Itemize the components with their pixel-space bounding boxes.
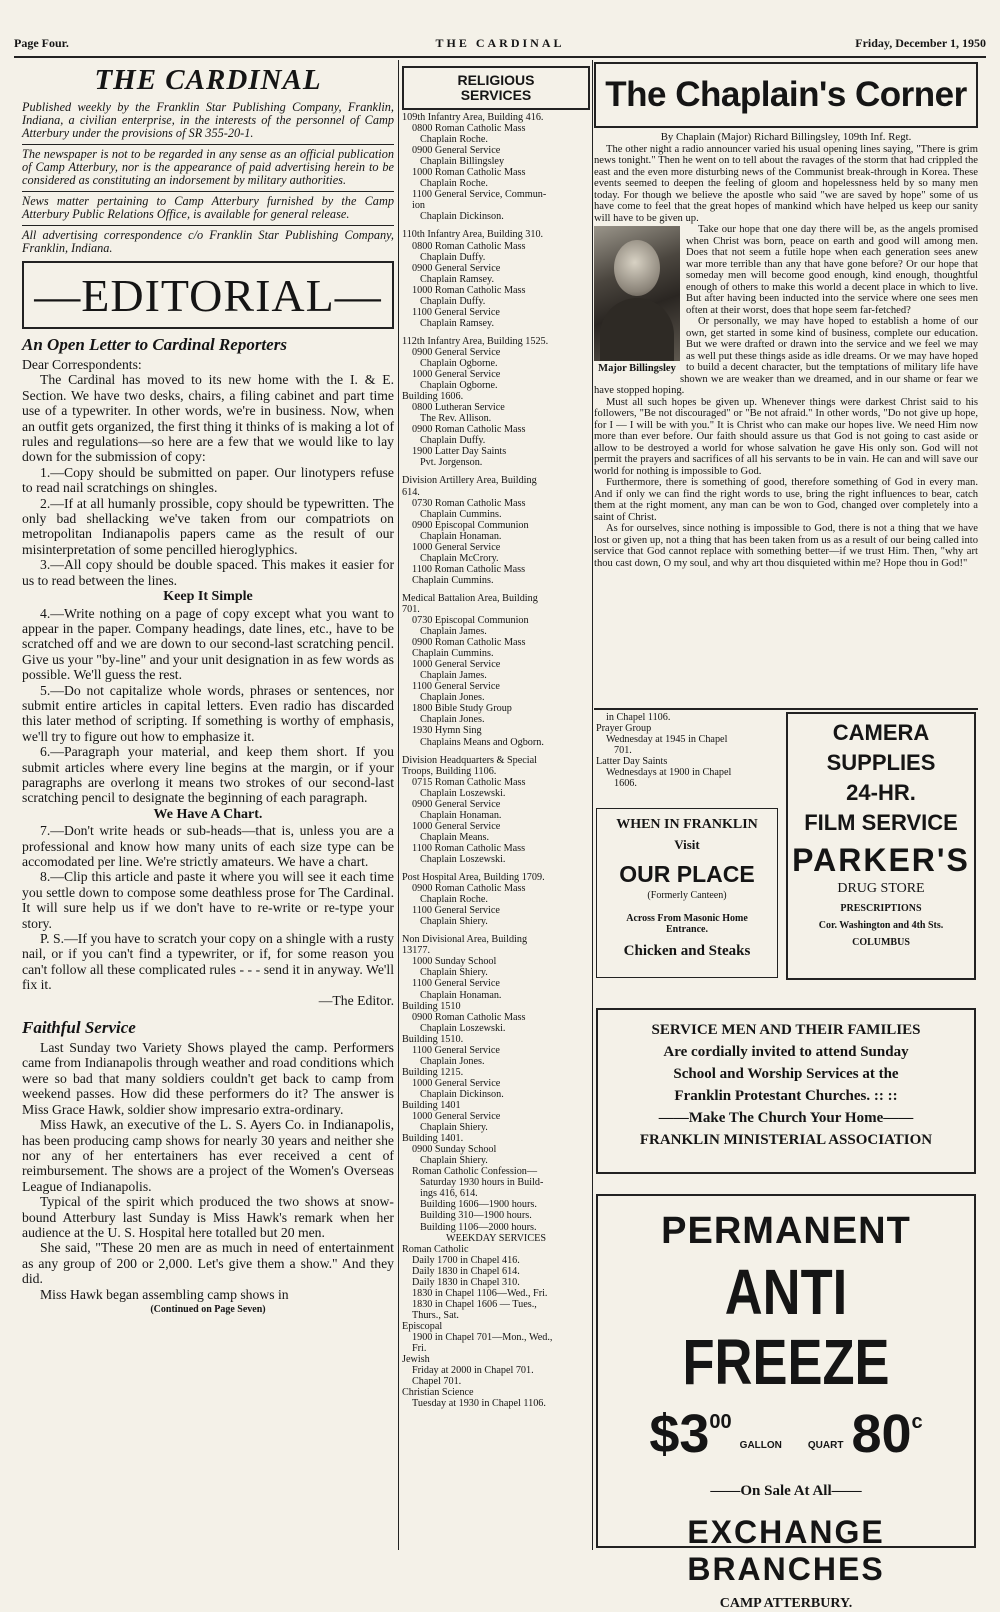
religious-line: 0900 General Service <box>412 346 501 358</box>
religious-line: Building 310—1900 hours. <box>420 1210 532 1222</box>
chaplain-photo <box>594 226 680 361</box>
spacer <box>402 468 590 475</box>
religious-heading: Jewish <box>402 1354 430 1366</box>
ad-line: Across From Masonic Home <box>626 913 748 924</box>
spacer <box>402 927 590 934</box>
column-divider-1 <box>398 60 399 1550</box>
religious-heading: Division Headquarters & Special <box>402 754 537 766</box>
religious-line: Building 1606—1900 hours. <box>420 1199 537 1211</box>
religious-line: 1100 General Service <box>412 978 500 990</box>
subheading: Keep It Simple <box>163 589 253 605</box>
masthead-notice-1: Published weekly by the Franklin Star Publishing Company, Franklin, Indiana, a civilian enterprise, in the interests of the personnel of Camp Atterbury under the provisions of SR 355-20-1. <box>22 100 394 140</box>
religious-heading: Building 1401 <box>402 1099 461 1111</box>
ad-line: WHEN IN FRANKLIN <box>616 817 758 832</box>
religious-line: ings 416, 614. <box>420 1188 478 1200</box>
religious-line: 0715 Roman Catholic Mass <box>412 776 526 788</box>
ad-line: Visit <box>674 837 700 852</box>
religious-line: Wednesday at 1945 in Chapel <box>606 734 728 746</box>
religious-heading: Non Divisional Area, Building <box>402 934 528 946</box>
paragraph: The Cardinal has moved to its new home with the I. & E. Section. We have two desks, chairs, a filing cabinet and part time use of a typewriter. In other words, we're in business. Now, when an outfit gets organized, the first thing it thinks of is making a lot of rules and regulations—so here are a few that we would like to lay down for the submission of copy: <box>22 372 394 465</box>
ad-line: CAMERA <box>832 720 930 745</box>
religious-line: Chaplain Jones. <box>420 692 485 704</box>
chaplain-title: The Chaplain's Corner <box>594 62 978 128</box>
spacer <box>402 586 590 593</box>
page-number: Page Four. <box>14 36 69 50</box>
religious-line: Thurs., Sat. <box>412 1309 459 1321</box>
religious-heading: 109th Infantry Area, Building 416. <box>402 112 544 123</box>
religious-line: Chaplain Roche. <box>420 894 488 906</box>
religious-line: Chaplain Means. <box>420 831 490 843</box>
ad-line: Franklin Protestant Churches. :: :: <box>674 1088 898 1104</box>
religious-line: Chapel 701. <box>412 1376 462 1388</box>
ad-line: OUR PLACE <box>619 861 755 887</box>
religious-line: 0900 Roman Catholic Mass <box>412 883 526 895</box>
paragraph: 5.—Do not capitalize whole words, phrases or sentences, nor submit entire articles in capital letters. Even radio has discarded this later method of scripting. If something is worthy of emphasis, we'll try to figure out how to emphasize it. <box>22 682 394 744</box>
religious-heading: Building 1510. <box>402 1033 464 1045</box>
religious-line: Chaplain James. <box>420 670 487 682</box>
religious-line: 1100 General Service <box>412 905 500 917</box>
religious-line: Roman Catholic Confession— <box>412 1166 538 1178</box>
religious-continued <box>596 712 780 789</box>
photo-caption: Major Billingsley <box>598 363 676 374</box>
religious-line: 0800 Roman Catholic Mass <box>412 240 526 252</box>
divider <box>22 191 394 192</box>
religious-line: 0900 Roman Catholic Mass <box>412 424 526 436</box>
ad-line: SUPPLIES <box>826 750 936 775</box>
religious-heading: Troops, Building 1106. <box>402 765 497 777</box>
religious-line: Chaplain Duffy. <box>420 435 486 447</box>
continued-note: (Continued on Page Seven) <box>150 1303 266 1315</box>
religious-line: 0900 Roman Catholic Mass <box>412 637 526 649</box>
ad-line: FILM SERVICE <box>804 810 958 835</box>
masthead-notice-3: News matter pertaining to Camp Atterbury furnished by the Camp Atterbury Public Relations Office, is available for general release. <box>22 194 394 221</box>
religious-line: Prayer Group <box>596 723 652 735</box>
ad-line: CAMP ATTERBURY. <box>719 1596 853 1611</box>
religious-line: 1900 in Chapel 701—Mon., Wed., <box>412 1331 553 1343</box>
religious-heading: Building 1606. <box>402 391 464 403</box>
paragraph: The other night a radio announcer varied his usual opening lines saying, "There is grim news tonight." Then he went on to tell about the ravages of the storm that had crippled the east and the even more disturbing news of the Communist break-through in Korea. These events seemed to deepen the feeling of gloom and hopelessness held by so many men today. For though we believe the apostle who said "we are saved by hope" some of us have come to feel that the great hopes of mankind which have helped us keep our sanity will have to be given up. <box>594 143 978 224</box>
religious-line: 0900 General Service <box>412 798 501 810</box>
issue-date: Friday, December 1, 1950 <box>855 36 986 50</box>
religious-line: 1100 General Service <box>412 306 500 318</box>
religious-line: 0900 Sunday School <box>412 1144 497 1156</box>
column-divider-2 <box>592 60 593 1550</box>
religious-line: Chaplain Loszewski. <box>420 1022 506 1034</box>
unit-gallon: GALLON <box>739 1440 782 1451</box>
religious-title-1: RELIGIOUS <box>457 72 535 88</box>
religious-line: Chaplain Loszewski. <box>420 787 506 799</box>
religious-title-2: SERVICES <box>460 87 532 103</box>
chaplain-byline: By Chaplain (Major) Richard Billingsley, 109th Inf. Regt. <box>660 131 912 143</box>
paragraph: As for ourselves, since nothing is impossible to God, there is not a thing that we have lost or given up, not a thing that has been taken from us as a result of our being called into service that God cannot replace with something better—if we trust Him. Then, "why art thou cast down, O my soul, and why art thou disquieted within me? Hope thou in God!" <box>594 523 978 569</box>
religious-line: 1830 in Chapel 1106—Wed., Fri. <box>412 1287 548 1299</box>
ad-our-place <box>596 808 778 978</box>
divider <box>22 225 394 226</box>
paragraph: Last Sunday two Variety Shows played the camp. Performers came from Indianapolis through weather and road conditions which were so bad that many soldiers couldn't get back to camp from weekend passes. How did these performers do it? The answer is Miss Grace Hawk, soldier show impresario extra-ordinary. <box>22 1040 394 1117</box>
ad-line: School and Worship Services at the <box>673 1066 899 1082</box>
price-quart: 80 <box>851 1404 912 1464</box>
religious-line: Chaplain Shiery. <box>420 1122 488 1134</box>
ad-line: (Formerly Canteen) <box>647 890 727 901</box>
ad-line: ——On Sale At All—— <box>710 1483 862 1499</box>
ad-line: SERVICE MEN AND THEIR FAMILIES <box>651 1022 921 1038</box>
ad-line: ——Make The Church Your Home—— <box>658 1110 914 1126</box>
religious-heading: 13177. <box>402 945 431 957</box>
paragraph: P. S.—If you have to scratch your copy on a shingle with a rusty nail, or if you can't find a typewriter, or if, for some reason you can't follow all these complicated rules - - - send it in anyway. We'll fix it. <box>22 931 394 993</box>
paragraph: Must all such hopes be given up. Whenever things were darkest Christ said to his followers, "Be not discouraged" or "Be not afraid." In other words, "Do not give up hope, for I — I will be with you." It is Christ who can make our hopes live. We need Him now more than ever before. Our faith should assure us that God is not going to cast aside or allow to be destroyed a world for whose salvation he gave His only son. God will not permit the prayers and sacrifices of all his servants to be in vain. He can and will save our world for nothing is impossible to God. <box>594 396 978 477</box>
price-gallon-cents: 00 <box>709 1411 732 1433</box>
religious-line: Chaplain Duffy. <box>420 295 486 307</box>
religious-line: 0900 Episcopal Communion <box>412 519 529 531</box>
price-row <box>598 1404 974 1464</box>
religious-heading: Roman Catholic <box>402 1243 469 1255</box>
ad-line: Chicken and Steaks <box>623 943 751 959</box>
religious-line: Chaplain James. <box>420 626 487 638</box>
religious-line: 1000 General Service <box>412 541 501 553</box>
paragraph: 4.—Write nothing on a page of copy except what you want to appear in the paper. Company headings, date lines, etc., have to be scratched off and we are down to our second-last scratching pencil. Give us your "by-line" and your unit designation in as few words as possible. We'll guess the rest. <box>22 605 394 683</box>
column-chaplain <box>594 62 978 569</box>
religious-line: Friday at 2000 in Chapel 701. <box>412 1365 534 1377</box>
religious-heading: Episcopal <box>402 1320 443 1332</box>
salutation: Dear Correspondents: <box>22 357 142 372</box>
religious-line: 1606. <box>614 778 637 790</box>
religious-line: 1900 Latter Day Saints <box>412 446 507 458</box>
religious-line: Chaplain Dickinson. <box>420 211 504 223</box>
column-religious <box>402 62 590 1409</box>
religious-line: Chaplain Cummins. <box>412 574 494 586</box>
spacer <box>402 748 590 755</box>
paragraph: Take our hope that one day there will be, as the angels promised when Christ was born, peace on earth and good will among men. Does that not seem a futile hope when each generation sees anew war more terrible than any that have gone before? Or our hope that someday men will become good enough, kind enough, thoughtful enough of others to make this world a decent place in which to live. But after having been inducted into the service where one sees men often at their worst, does that hope seem far-fetched? <box>686 224 978 316</box>
religious-line: 1100 Roman Catholic Mass <box>412 563 526 575</box>
religious-heading: 701. <box>402 603 420 615</box>
religious-line: Chaplain Ramsey. <box>420 273 495 285</box>
religious-line: 0730 Episcopal Communion <box>412 615 529 627</box>
religious-line: 1000 Sunday School <box>412 956 497 968</box>
religious-heading: Post Hospital Area, Building 1709. <box>402 872 545 884</box>
unit-quart: QUART <box>807 1440 844 1451</box>
ad-parkers <box>786 712 976 980</box>
religious-line: 701. <box>614 745 632 757</box>
editorial-banner: —EDITORIAL— <box>22 261 394 329</box>
price-gallon: $3 <box>649 1404 710 1464</box>
religious-heading: 614. <box>402 486 420 498</box>
religious-line: Chaplain Shiery. <box>420 1155 488 1167</box>
religious-line: Saturday 1930 hours in Build- <box>420 1177 544 1189</box>
religious-line: 1000 Roman Catholic Mass <box>412 284 526 296</box>
religious-line: 0900 General Service <box>412 262 501 274</box>
religious-list <box>402 112 590 1409</box>
subheading: We Have A Chart. <box>153 806 263 822</box>
paragraph: 6.—Paragraph your material, and keep them short. If you submit articles where every line begins at the margin, or if your paragraphs are overlong it means two strokes of our second-last scratching pencil to designate the beginning of each paragraph. <box>22 744 394 806</box>
religious-line: 1830 in Chapel 1606 — Tues., <box>412 1298 537 1310</box>
religious-line: Chaplain Ogborne. <box>420 380 498 392</box>
religious-line: Chaplain Roche. <box>420 134 488 146</box>
ad-line: COLUMBUS <box>852 937 910 948</box>
religious-title <box>402 66 590 110</box>
religious-line: Chaplain Shiery. <box>420 916 488 928</box>
religious-line: Chaplain Loszewski. <box>420 854 506 865</box>
religious-line: ion <box>412 200 426 212</box>
ad-line: ANTI FREEZE <box>682 1256 890 1398</box>
religious-line: Daily 1830 in Chapel 310. <box>412 1276 520 1288</box>
paragraph: 3.—All copy should be double spaced. This makes it easier for us to read between the lines. <box>22 557 394 588</box>
religious-heading: WEEKDAY SERVICES <box>445 1232 547 1244</box>
religious-line: 1800 Bible Study Group <box>412 703 512 715</box>
faithful-body <box>22 1040 394 1317</box>
religious-line: Chaplains Means and Ogborn. <box>420 736 544 748</box>
religious-line: Chaplain Dickinson. <box>420 1088 504 1100</box>
religious-line: 1100 General Service, Commun- <box>412 189 547 201</box>
spacer <box>402 222 590 229</box>
religious-line: 1000 General Service <box>412 1077 501 1089</box>
paragraph: 2.—If at all humanly prossible, copy should be typewritten. The only bad shellacking we've taken from our compatriots on metropolitan Indianapolis papers came as the result of our misinterpretation of some pencilled hieroglyphics. <box>22 495 394 557</box>
religious-line: Fri. <box>412 1343 427 1355</box>
religious-heading: Building 1401. <box>402 1133 464 1145</box>
religious-line: 1000 General Service <box>412 369 501 381</box>
religious-line: Chaplain Honaman. <box>420 530 502 542</box>
religious-line: Chaplain Honaman. <box>420 989 502 1001</box>
ad-line: Cor. Washington and 4th Sts. <box>818 920 944 931</box>
paragraph: 8.—Clip this article and paste it where you will see it each time you settle down to compose some deathless prose for The Cardinal. It will sure help us if we don't have to re-write or re-type your story. <box>22 869 394 931</box>
paragraph: Miss Hawk, an executive of the L. S. Ayers Co. in Indianapolis, has been producing camp shows for nearly 30 years and neither she nor any of her entertainers has ever received a cent of reimbursement. The shows are a project of the Women's Overseas League of Indianapolis. <box>22 1117 394 1194</box>
ad-anti-freeze <box>596 1194 976 1611</box>
religious-line: Chaplain Cummins. <box>420 508 502 520</box>
ad-line: EXCHANGE BRANCHES <box>687 1514 885 1587</box>
chaplain-bottom-rule <box>594 708 978 710</box>
religious-line: 0800 Lutheran Service <box>412 402 505 414</box>
religious-line: Chaplain Ramsey. <box>420 317 495 329</box>
paragraph: Furthermore, there is something of good, therefore something of God in every man. And if only we can find the right words to use, bring the right influences to bear, catch them at the right moment, any man can be won to God, changed over completely into a saint of Christ. <box>594 477 978 523</box>
religious-line: Chaplain Jones. <box>420 714 485 726</box>
religious-line: 1930 Hymn Sing <box>412 725 482 737</box>
ad-line: DRUG STORE <box>837 881 925 896</box>
ad-line: PRESCRIPTIONS <box>840 903 922 914</box>
masthead-notice-2: The newspaper is not to be regarded in any sense as an official publication of Camp Atterbury, nor is the appearance of paid advertising herein to be considered as constituting an indorsement by military authorities. <box>22 147 394 187</box>
masthead-notice-4: All advertising correspondence c/o Franklin Star Publishing Company, Franklin, Indiana. <box>22 228 394 255</box>
religious-line: 0900 Roman Catholic Mass <box>412 1011 526 1023</box>
faithful-headline: Faithful Service <box>22 1018 136 1038</box>
religious-line: Daily 1830 in Chapel 614. <box>412 1265 520 1277</box>
editorial-headline: An Open Letter to Cardinal Reporters <box>22 335 287 354</box>
paragraph: She said, "These 20 men are as much in need of entertainment as any group of 200 or 2,000. Let's give them a show." And they did. <box>22 1240 394 1287</box>
religious-heading: Building 1215. <box>402 1066 464 1078</box>
religious-line: Chaplain Duffy. <box>420 251 486 263</box>
religious-line: in Chapel 1106. <box>606 712 671 723</box>
religious-line: Chaplain Billingsley <box>420 156 505 168</box>
religious-line: 1000 General Service <box>412 820 501 832</box>
religious-heading: 112th Infantry Area, Building 1525. <box>402 335 549 347</box>
price-quart-cents: c <box>911 1411 923 1433</box>
religious-line: 0730 Roman Catholic Mass <box>412 497 526 509</box>
ad-line: PARKER'S <box>792 842 970 878</box>
ad-line: PERMANENT <box>661 1210 911 1252</box>
religious-line: Chaplain Ogborne. <box>420 357 498 369</box>
religious-heading: Building 1510 <box>402 1000 461 1012</box>
religious-line: Daily 1700 in Chapel 416. <box>412 1254 520 1266</box>
religious-line: 0800 Roman Catholic Mass <box>412 123 526 135</box>
religious-heading: Medical Battalion Area, Building <box>402 592 538 604</box>
religious-line: 1000 Roman Catholic Mass <box>412 167 526 179</box>
religious-line: Latter Day Saints <box>596 756 668 768</box>
religious-line: 0900 General Service <box>412 145 501 157</box>
religious-line: Chaplain Honaman. <box>420 809 502 821</box>
editorial-body <box>22 357 394 1008</box>
masthead-title: THE CARDINAL <box>94 64 322 96</box>
religious-line: 1100 General Service <box>412 681 500 693</box>
ad-line: 24-HR. <box>846 780 916 805</box>
ad-line: FRANKLIN MINISTERIAL ASSOCIATION <box>639 1132 933 1148</box>
paragraph: 1.—Copy should be submitted on paper. Our linotypers refuse to read nail scratchings on shingles. <box>22 464 394 496</box>
ad-line: Entrance. <box>666 924 708 935</box>
header-rule <box>14 56 986 58</box>
paper-name: THE CARDINAL <box>435 36 565 50</box>
paragraph: Typical of the spirit which produced the two shows at snow-bound Atterbury last Sunday is Miss Hawk's remark when her audience at the U. S. Hospital here totalled but 20 men. <box>22 1194 394 1240</box>
religious-heading: 110th Infantry Area, Building 310. <box>402 229 544 241</box>
spacer <box>402 865 590 872</box>
religious-line: Pvt. Jorgenson. <box>420 457 483 469</box>
religious-line: Chaplain Jones. <box>420 1055 485 1067</box>
religious-line: The Rev. Allison. <box>420 413 492 425</box>
paragraph: 7.—Don't write heads or sub-heads—that is, unless you are a professional and know how many units of each size type can be accomodated per line. We're strictly amateurs. We have a chart. <box>22 823 394 869</box>
religious-heading: Christian Science <box>402 1387 474 1399</box>
editor-signature: —The Editor. <box>318 992 394 1008</box>
religious-line: 1100 Roman Catholic Mass <box>412 842 526 854</box>
religious-line: Building 1106—2000 hours. <box>420 1221 537 1233</box>
religious-line: Wednesdays at 1900 in Chapel <box>606 767 732 779</box>
paragraph: Miss Hawk began assembling camp shows in <box>40 1286 289 1302</box>
column-editorial <box>22 62 394 1317</box>
religious-line: 1000 General Service <box>412 1111 501 1123</box>
paragraph: Or personally, we may have hoped to establish a home of our own, get started in some kind of business, complete our education. But we were drafted or drawn into the service and we feel we may as well put these things aside as idle dreams. Or we may have hoped to build a decent character, but the temptations of military life have shown we are weaker than we dreamed, and in our shame or fear we have stopped hoping. <box>594 316 978 396</box>
page-header <box>14 34 986 54</box>
religious-line: Chaplain Cummins. <box>412 648 494 660</box>
spacer <box>402 329 590 336</box>
religious-line: Tuesday at 1930 in Chapel 1106. <box>412 1398 546 1410</box>
religious-line: Chaplain Roche. <box>420 178 488 190</box>
ad-church <box>596 1008 976 1174</box>
religious-line: 1000 General Service <box>412 659 501 671</box>
religious-line: Chaplain McCrory. <box>420 552 499 564</box>
religious-heading: Division Artillery Area, Building <box>402 475 537 487</box>
ad-line: Are cordially invited to attend Sunday <box>663 1044 909 1060</box>
religious-line: 1100 General Service <box>412 1044 500 1056</box>
religious-line: Chaplain Shiery. <box>420 967 488 979</box>
divider <box>22 144 394 145</box>
chaplain-body <box>594 132 978 569</box>
